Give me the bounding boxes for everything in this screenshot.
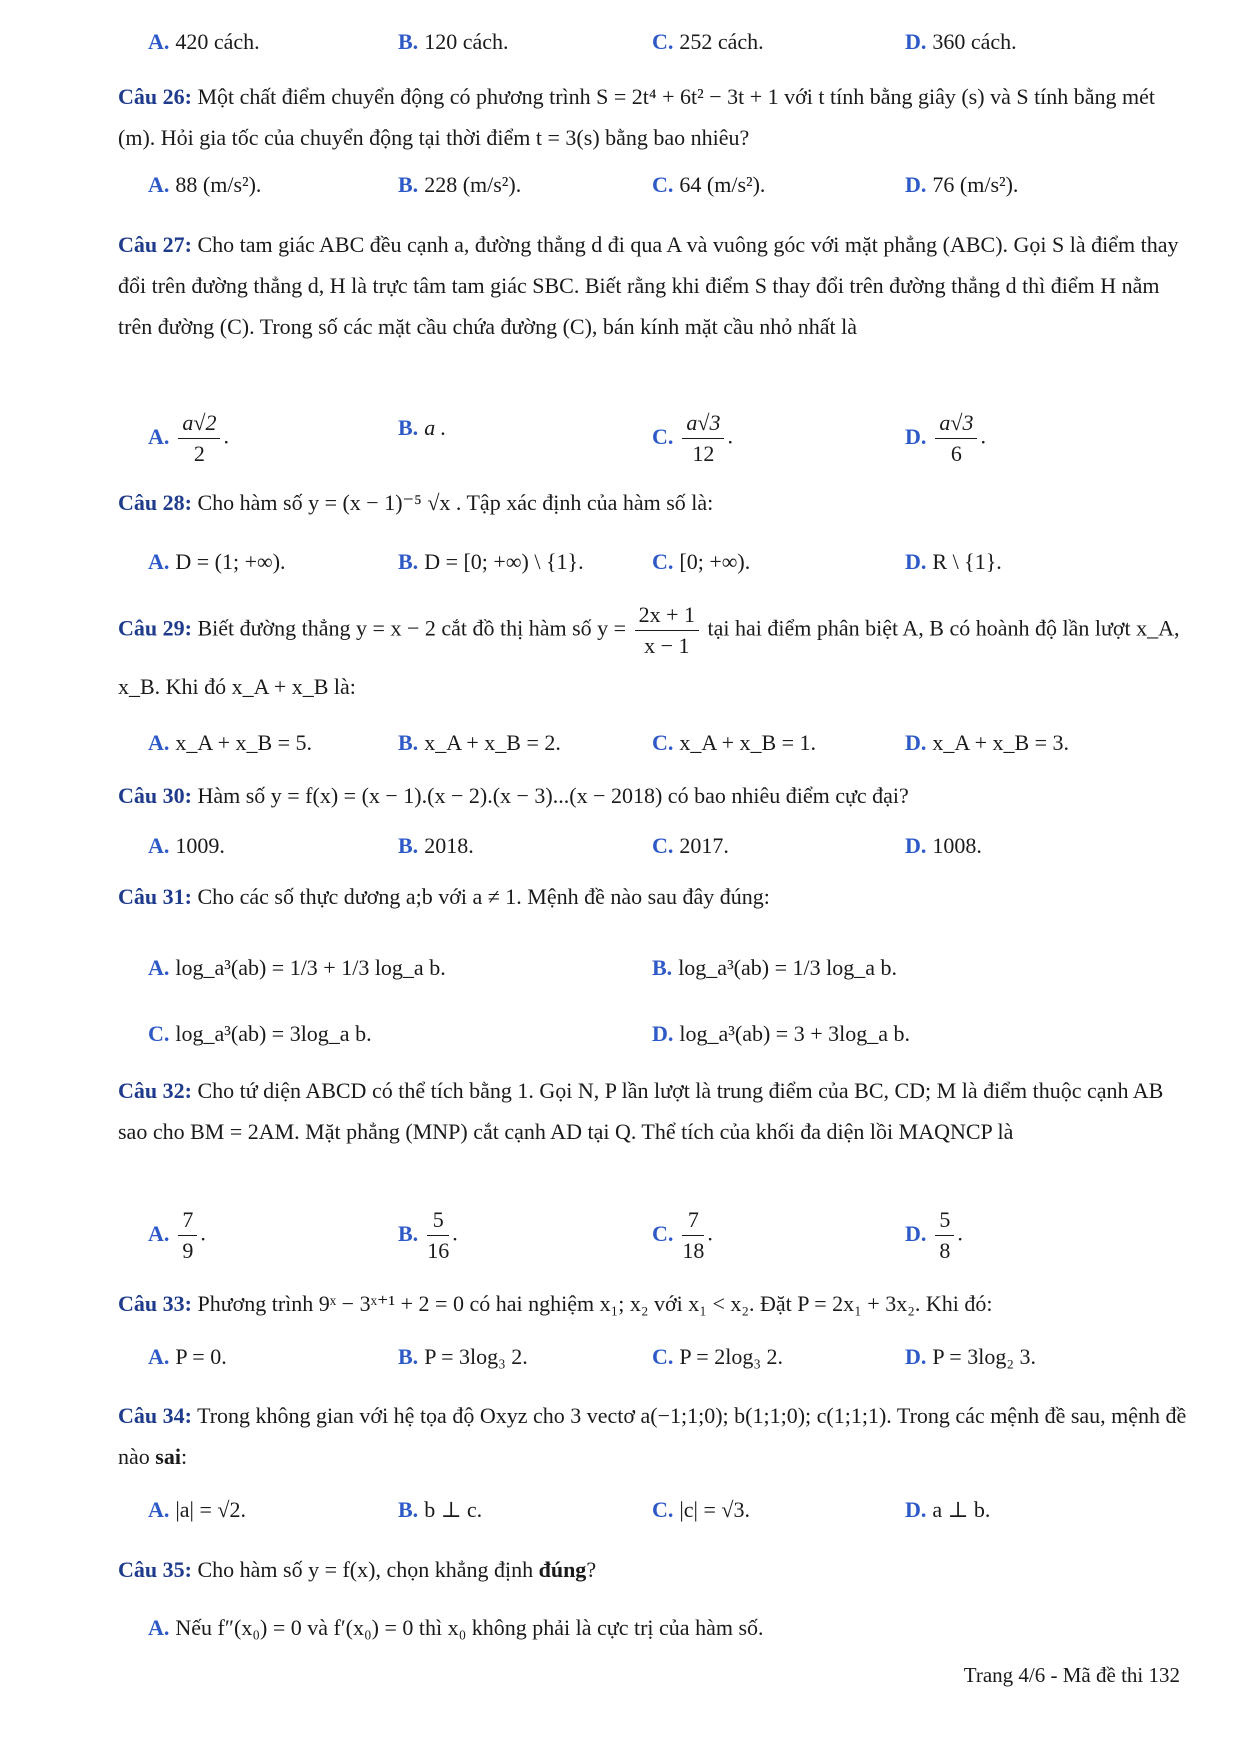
q30-stem: Câu 30: Hàm số y = f(x) = (x − 1).(x − 2).(x − 3)...(x − 2018) có bao nhiêu điểm cực đại? (118, 783, 909, 808)
q31-stem: Câu 31: Cho các số thực dương a;b với a ≠ 1. Mệnh đề nào sau đây đúng: (118, 884, 770, 909)
q34-option-c: C. |c| = √3. (652, 1497, 750, 1522)
q35-options (0, 1608, 1240, 1652)
q29-option-b: B. x_A + x_B = 2. (398, 730, 561, 755)
q26-stem: Câu 26: Một chất điểm chuyển động có phương trình S = 2t⁴ + 6t² − 3t + 1 với t tính bằng giây (s) và S tính bằng mét (m). Hỏi gia tốc của chuyển động tại thời điểm t = 3(s) bằng bao nhiêu? (118, 84, 1156, 150)
page-footer: Trang 4/6 - Mã đề thi 132 (963, 1663, 1180, 1687)
q32-stem: Câu 32: Cho tứ diện ABCD có thể tích bằng 1. Gọi N, P lần lượt là trung điểm của BC, CD; M là điểm thuộc cạnh AB sao cho BM = 2AM. Mặt phẳng (MNP) cắt cạnh AD tại Q. Thể tích của khối đa diện lồi MAQNCP là (118, 1078, 1164, 1144)
q27-option-d: D. $\frac{a√3}{6}$ . (905, 408, 986, 469)
q26-options (0, 165, 1240, 209)
q25-options (0, 22, 1240, 66)
q25-option-d: D. 360 cách. (905, 29, 1017, 54)
fraction: $\frac{a√3}{6}$ (935, 408, 977, 469)
q34-option-b: B. b ⊥ c. (398, 1497, 483, 1522)
q26-option-d: D. 76 (m/s²). (905, 172, 1019, 197)
q35-option-a: A. Nếu f″(x₀) = 0 và f′(x₀) = 0 thì x₀ không phải là cực trị của hàm số. (148, 1615, 764, 1640)
q35-stem: Câu 35: Cho hàm số y = f(x), chọn khẳng định đúng? (118, 1557, 597, 1582)
q27-option-a: A. $\frac{a√2}{2}$ . (148, 408, 229, 469)
q31-option-d: D. log_a³(ab) = 3 + 3log_a b. (652, 1021, 910, 1046)
q31-option-b: B. log_a³(ab) = 1/3 log_a b. (652, 955, 897, 980)
q32-option-b: B. $\frac{5}{16}$ . (398, 1205, 458, 1266)
q28-option-a: A. D = (1; +∞). (148, 549, 286, 574)
q29-option-a: A. x_A + x_B = 5. (148, 730, 313, 755)
q25-option-c: C. 252 cách. (652, 29, 764, 54)
q29-options (0, 723, 1240, 767)
q33-option-b: B. P = 3log₃ 2. (398, 1344, 528, 1369)
q28-option-c: C. [0; +∞). (652, 549, 751, 574)
q26-option-c: C. 64 (m/s²). (652, 172, 766, 197)
q29-option-d: D. x_A + x_B = 3. (905, 730, 1070, 755)
q28-option-d: D. R \ {1}. (905, 549, 1002, 574)
q31-option-a: A. log_a³(ab) = 1/3 + 1/3 log_a b. (148, 955, 446, 980)
q32-option-c: C. $\frac{7}{18}$ . (652, 1205, 713, 1266)
q31-option-c: C. log_a³(ab) = 3log_a b. (148, 1021, 372, 1046)
q32-options (0, 1205, 1240, 1265)
q31-options-row1 (0, 948, 1240, 992)
q34-options (0, 1490, 1240, 1534)
fraction: $\frac{a√2}{2}$ (178, 408, 220, 469)
q25-option-b: B. 120 cách. (398, 29, 509, 54)
q34-option-d: D. a ⊥ b. (905, 1497, 991, 1522)
q28-option-b: B. D = [0; +∞) \ {1}. (398, 549, 584, 574)
q26-option-a: A. 88 (m/s²). (148, 172, 262, 197)
q30-options (0, 826, 1240, 870)
q27-option-b: B. a . (398, 415, 447, 440)
q28-stem: Câu 28: Cho hàm số y = (x − 1)⁻⁵ √x . Tập xác định của hàm số là: (118, 490, 714, 515)
q33-option-a: A. P = 0. (148, 1344, 227, 1369)
q33-option-c: C. P = 2log₃ 2. (652, 1344, 783, 1369)
q33-options (0, 1337, 1240, 1381)
q25-option-a: A. 420 cách. (148, 29, 260, 54)
q34-stem: Câu 34: Trong không gian với hệ tọa độ Oxyz cho 3 vectơ a(−1;1;0); b(1;1;0); c(1;1;1). Trong các mệnh đề sau, mệnh đề nào sai: (118, 1403, 1187, 1469)
q27-option-c: C. $\frac{a√3}{12}$ . (652, 408, 733, 469)
q30-option-a: A. 1009. (148, 833, 225, 858)
q27-options (0, 408, 1240, 468)
fraction: $\frac{2x + 1}{x - 1}$ (635, 600, 699, 661)
q26-option-b: B. 228 (m/s²). (398, 172, 522, 197)
fraction: $\frac{5}{8}$ (935, 1205, 954, 1266)
q27-stem: Câu 27: Cho tam giác ABC đều cạnh a, đường thẳng d đi qua A và vuông góc với mặt phẳng (ABC). Gọi S là điểm thay đổi trên đường thẳng d, H là trực tâm tam giác SBC. Biết rằng khi điểm S thay đổi trên đường thẳng d thì điểm H nằm trên đường (C). Trong số các mặt cầu chứa đường (C), bán kính mặt cầu nhỏ nhất là (118, 232, 1179, 339)
fraction: $\frac{7}{9}$ (178, 1205, 197, 1266)
q34-option-a: A. |a| = √2. (148, 1497, 246, 1522)
fraction: $\frac{a√3}{12}$ (682, 408, 724, 469)
q28-options (0, 542, 1240, 586)
q30-option-d: D. 1008. (905, 833, 982, 858)
fraction: $\frac{5}{16}$ (427, 1207, 450, 1263)
q30-option-c: C. 2017. (652, 833, 729, 858)
q32-option-a: A. $\frac{7}{9}$ . (148, 1205, 206, 1266)
q33-option-d: D. P = 3log₂ 3. (905, 1344, 1036, 1369)
q32-option-d: D. $\frac{5}{8}$ . (905, 1205, 963, 1266)
q29-stem: Câu 29: Biết đường thẳng y = x − 2 cắt đồ thị hàm số y = $\frac{2x + 1}{x - 1}$ tại hai điểm phân biệt A, B có hoành độ lần lượt x_A, x_B. Khi đó x_A + x_B là: (118, 602, 1180, 699)
fraction: $\frac{7}{18}$ (682, 1207, 705, 1263)
q29-option-c: C. x_A + x_B = 1. (652, 730, 817, 755)
q33-stem: Câu 33: Phương trình 9ˣ − 3ˣ⁺¹ + 2 = 0 có hai nghiệm x₁; x₂ với x₁ < x₂. Đặt P = 2x₁ + 3x₂. Khi đó: (118, 1291, 993, 1316)
q30-option-b: B. 2018. (398, 833, 474, 858)
q31-options-row2 (0, 1014, 1240, 1058)
